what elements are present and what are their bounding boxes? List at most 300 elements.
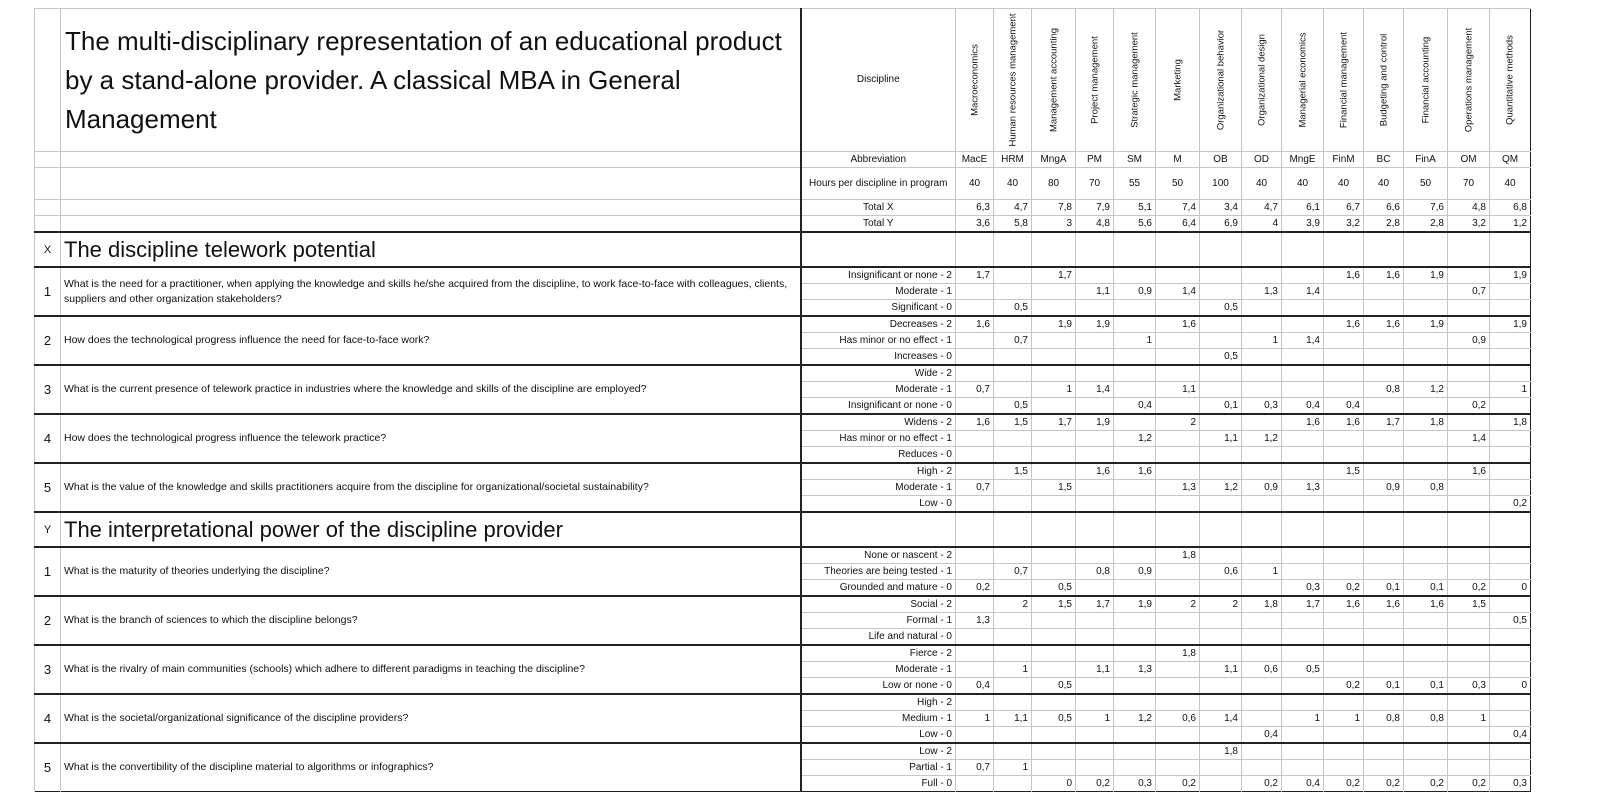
answer-label: High - 2	[801, 694, 956, 711]
value-cell: 1,4	[1200, 711, 1242, 727]
value-cell	[1076, 365, 1114, 382]
abbreviation-row-cell: FinA	[1404, 152, 1448, 168]
value-cell	[1282, 447, 1324, 464]
value-cell	[1032, 694, 1076, 711]
value-cell: 0,4	[1282, 398, 1324, 415]
value-cell	[1032, 300, 1076, 317]
value-cell	[956, 365, 994, 382]
value-cell	[1448, 645, 1490, 662]
value-cell: 1,9	[1404, 316, 1448, 333]
question-number: 4	[35, 414, 61, 463]
question-text: What is the current presence of telework practice in industries where the knowledge and skills of the discipline are employed?	[61, 365, 801, 414]
value-cell	[1076, 678, 1114, 695]
value-cell	[1114, 547, 1156, 564]
value-cell	[1156, 760, 1200, 776]
value-cell	[1156, 349, 1200, 366]
value-cell: 1,6	[1404, 596, 1448, 613]
value-cell	[1242, 743, 1282, 760]
answer-label: Formal - 1	[801, 613, 956, 629]
value-cell: 0,2	[1404, 776, 1448, 792]
answer-label: Partial - 1	[801, 760, 956, 776]
answer-label: Low - 0	[801, 727, 956, 744]
question-number: 2	[35, 316, 61, 365]
value-cell	[1242, 316, 1282, 333]
value-cell	[1282, 645, 1324, 662]
value-cell: 0,2	[1324, 678, 1364, 695]
value-cell	[1364, 333, 1404, 349]
discipline-header	[1282, 9, 1324, 152]
discipline-header	[1448, 9, 1490, 152]
value-cell: 1,8	[1490, 414, 1531, 431]
value-cell: 1,3	[1282, 480, 1324, 496]
value-cell	[1404, 447, 1448, 464]
total-x-row-cell: 6,1	[1282, 200, 1324, 216]
total-y-row	[35, 216, 1531, 233]
value-cell: 1	[1490, 382, 1531, 398]
value-cell: 0,7	[956, 760, 994, 776]
value-cell	[1404, 613, 1448, 629]
answer-label: Has minor or no effect - 1	[801, 333, 956, 349]
value-cell	[1032, 333, 1076, 349]
value-cell	[1076, 333, 1114, 349]
value-cell	[1156, 613, 1200, 629]
value-cell	[994, 431, 1032, 447]
value-cell	[1114, 629, 1156, 646]
value-cell: 1,9	[1490, 316, 1531, 333]
value-cell: 1,6	[1324, 414, 1364, 431]
answer-row	[35, 463, 1531, 480]
value-cell	[1242, 694, 1282, 711]
total-x-row-cell: 7,6	[1404, 200, 1448, 216]
section-title: The discipline telework potential	[61, 232, 801, 267]
abbreviation-row-cell: M	[1156, 152, 1200, 168]
value-cell: 1,2	[1200, 480, 1242, 496]
value-cell: 0,2	[956, 580, 994, 597]
answer-label: Medium - 1	[801, 711, 956, 727]
question-number: 3	[35, 645, 61, 694]
value-cell	[1156, 447, 1200, 464]
value-cell: 1,2	[1404, 382, 1448, 398]
value-cell	[1324, 284, 1364, 300]
value-cell	[1114, 382, 1156, 398]
value-cell	[1032, 760, 1076, 776]
value-cell	[1282, 463, 1324, 480]
answer-label: Low or none - 0	[801, 678, 956, 695]
value-cell	[1242, 349, 1282, 366]
value-cell	[956, 727, 994, 744]
value-cell	[1324, 300, 1364, 317]
value-cell	[1032, 284, 1076, 300]
question-text: How does the technological progress influence the telework practice?	[61, 414, 801, 463]
value-cell	[1032, 349, 1076, 366]
value-cell	[1364, 613, 1404, 629]
hours-row-label: Hours per discipline in program	[801, 168, 956, 200]
value-cell	[1200, 316, 1242, 333]
value-cell: 1,8	[1200, 743, 1242, 760]
value-cell	[1242, 382, 1282, 398]
value-cell	[1076, 349, 1114, 366]
value-cell	[1448, 547, 1490, 564]
value-cell	[1114, 316, 1156, 333]
value-cell: 1,4	[1156, 284, 1200, 300]
discipline-header	[1242, 9, 1282, 152]
value-cell	[1324, 613, 1364, 629]
value-cell: 1,7	[956, 267, 994, 284]
answer-label: High - 2	[801, 463, 956, 480]
value-cell: 0,1	[1364, 580, 1404, 597]
answer-label: Moderate - 1	[801, 662, 956, 678]
value-cell	[1200, 694, 1242, 711]
value-cell	[994, 267, 1032, 284]
answer-label: Fierce - 2	[801, 645, 956, 662]
abbreviation-row-label: Abbreviation	[801, 152, 956, 168]
value-cell: 0,2	[1448, 580, 1490, 597]
value-cell: 1,4	[1282, 284, 1324, 300]
value-cell	[1156, 629, 1200, 646]
value-cell: 0,3	[1490, 776, 1531, 792]
value-cell	[1242, 580, 1282, 597]
value-cell	[994, 447, 1032, 464]
value-cell	[994, 645, 1032, 662]
section-title: The interpretational power of the discipline provider	[61, 512, 801, 547]
value-cell: 0,1	[1404, 678, 1448, 695]
value-cell	[1076, 613, 1114, 629]
value-cell	[956, 398, 994, 415]
answer-label: Low - 2	[801, 743, 956, 760]
value-cell	[1324, 447, 1364, 464]
value-cell	[956, 333, 994, 349]
value-cell	[1364, 547, 1404, 564]
value-cell	[1114, 678, 1156, 695]
value-cell: 0,5	[1200, 349, 1242, 366]
value-cell	[994, 349, 1032, 366]
value-cell	[1404, 496, 1448, 513]
value-cell	[1032, 662, 1076, 678]
value-cell	[1032, 463, 1076, 480]
value-cell	[1404, 760, 1448, 776]
value-cell	[1448, 349, 1490, 366]
answer-row	[35, 267, 1531, 284]
total-y-row-cell: 3,2	[1448, 216, 1490, 233]
value-cell: 1,6	[1364, 267, 1404, 284]
value-cell	[1490, 333, 1531, 349]
value-cell: 2	[1156, 414, 1200, 431]
value-cell	[1448, 629, 1490, 646]
value-cell: 1,7	[1364, 414, 1404, 431]
question-number: 5	[35, 463, 61, 512]
value-cell: 0,8	[1364, 382, 1404, 398]
value-cell	[956, 463, 994, 480]
question-text: What is the value of the knowledge and skills practitioners acquire from the discipline for organizational/societal sustainability?	[61, 463, 801, 512]
value-cell	[994, 613, 1032, 629]
value-cell: 0,4	[1324, 398, 1364, 415]
value-cell	[1200, 382, 1242, 398]
value-cell	[1490, 629, 1531, 646]
total-x-row-cell: 7,8	[1032, 200, 1076, 216]
value-cell	[1404, 645, 1448, 662]
value-cell	[1200, 414, 1242, 431]
value-cell: 1,9	[1114, 596, 1156, 613]
discipline-header	[956, 9, 994, 152]
value-cell	[994, 547, 1032, 564]
value-cell: 0,4	[956, 678, 994, 695]
value-cell: 1,4	[1282, 333, 1324, 349]
value-cell	[1032, 727, 1076, 744]
total-y-row-cell: 5,8	[994, 216, 1032, 233]
value-cell: 1,4	[1448, 431, 1490, 447]
discipline-header	[994, 9, 1032, 152]
value-cell	[994, 365, 1032, 382]
value-cell	[1282, 496, 1324, 513]
value-cell	[994, 496, 1032, 513]
question-number: 2	[35, 596, 61, 645]
value-cell	[1200, 333, 1242, 349]
value-cell	[994, 480, 1032, 496]
value-cell	[994, 580, 1032, 597]
value-cell	[1282, 382, 1324, 398]
question-text: What is the convertibility of the discipline material to algorithms or infographics?	[61, 743, 801, 792]
value-cell	[1448, 743, 1490, 760]
value-cell	[1200, 580, 1242, 597]
discipline-header	[1032, 9, 1076, 152]
value-cell	[1448, 414, 1490, 431]
value-cell: 1,2	[1242, 431, 1282, 447]
total-x-row-cell: 5,1	[1114, 200, 1156, 216]
value-cell: 1,6	[1282, 414, 1324, 431]
discipline-header	[1364, 9, 1404, 152]
value-cell: 1,6	[1324, 596, 1364, 613]
discipline-name: Organizational design	[1256, 34, 1267, 126]
hours-row	[35, 168, 1531, 200]
value-cell	[1076, 645, 1114, 662]
total-y-row-cell: 6,9	[1200, 216, 1242, 233]
question-number: 4	[35, 694, 61, 743]
value-cell	[1282, 743, 1324, 760]
total-x-row-cell: 4,8	[1448, 200, 1490, 216]
value-cell	[1076, 267, 1114, 284]
value-cell	[1364, 743, 1404, 760]
value-cell	[1448, 564, 1490, 580]
value-cell	[1490, 564, 1531, 580]
value-cell	[1404, 547, 1448, 564]
value-cell: 2	[1200, 596, 1242, 613]
value-cell	[1282, 349, 1324, 366]
value-cell: 1,2	[1114, 431, 1156, 447]
value-cell	[956, 629, 994, 646]
answer-label: Widens - 2	[801, 414, 956, 431]
value-cell: 0	[1490, 678, 1531, 695]
hours-row-cell: 40	[1242, 168, 1282, 200]
value-cell	[1364, 645, 1404, 662]
value-cell	[1156, 694, 1200, 711]
value-cell: 0,4	[1242, 727, 1282, 744]
answer-label: Grounded and mature - 0	[801, 580, 956, 597]
value-cell: 0,6	[1156, 711, 1200, 727]
value-cell	[1156, 463, 1200, 480]
value-cell	[1448, 382, 1490, 398]
discipline-label: Discipline	[801, 9, 956, 152]
value-cell	[1490, 547, 1531, 564]
value-cell	[1324, 662, 1364, 678]
discipline-name: Financial management	[1338, 31, 1349, 129]
total-x-row-cell: 4,7	[994, 200, 1032, 216]
value-cell: 1	[1114, 333, 1156, 349]
value-cell	[956, 596, 994, 613]
value-cell	[1200, 645, 1242, 662]
value-cell	[1490, 645, 1531, 662]
value-cell	[1364, 431, 1404, 447]
value-cell: 1,1	[1156, 382, 1200, 398]
value-cell	[1200, 547, 1242, 564]
value-cell	[1404, 300, 1448, 317]
value-cell	[1404, 463, 1448, 480]
value-cell	[1200, 463, 1242, 480]
value-cell	[1404, 662, 1448, 678]
value-cell	[1404, 727, 1448, 744]
section-header-row	[35, 232, 1531, 267]
discipline-name: Macroeconomics	[969, 44, 980, 116]
discipline-header	[1156, 9, 1200, 152]
value-cell	[1114, 694, 1156, 711]
hours-row-cell: 40	[1364, 168, 1404, 200]
value-cell	[1242, 629, 1282, 646]
value-cell	[1114, 743, 1156, 760]
question-number: 5	[35, 743, 61, 792]
value-cell	[1200, 447, 1242, 464]
total-y-row-cell: 5,6	[1114, 216, 1156, 233]
total-y-row-cell: 1,2	[1490, 216, 1531, 233]
value-cell: 1,6	[1076, 463, 1114, 480]
value-cell	[956, 547, 994, 564]
value-cell	[1364, 398, 1404, 415]
value-cell: 1	[1242, 333, 1282, 349]
section-letter: Y	[35, 512, 61, 547]
value-cell	[1114, 496, 1156, 513]
value-cell	[1200, 613, 1242, 629]
value-cell	[1200, 629, 1242, 646]
discipline-header	[1200, 9, 1242, 152]
value-cell	[1404, 694, 1448, 711]
value-cell	[1490, 760, 1531, 776]
value-cell	[1156, 365, 1200, 382]
value-cell	[1448, 694, 1490, 711]
total-x-row-cell: 6,8	[1490, 200, 1531, 216]
hours-row-cell: 80	[1032, 168, 1076, 200]
value-cell: 0,9	[1114, 564, 1156, 580]
value-cell	[1324, 496, 1364, 513]
answer-label: Moderate - 1	[801, 284, 956, 300]
value-cell: 0,2	[1364, 776, 1404, 792]
value-cell	[1114, 414, 1156, 431]
abbreviation-row-cell: MngA	[1032, 152, 1076, 168]
value-cell	[1242, 547, 1282, 564]
value-cell: 1,9	[1404, 267, 1448, 284]
abbreviation-row-cell: QM	[1490, 152, 1531, 168]
answer-row	[35, 596, 1531, 613]
value-cell	[1242, 463, 1282, 480]
corner-cell	[35, 9, 61, 152]
value-cell	[1490, 596, 1531, 613]
hours-row-cell: 40	[1282, 168, 1324, 200]
value-cell: 1	[1282, 711, 1324, 727]
value-cell: 1,7	[1282, 596, 1324, 613]
value-cell	[1156, 743, 1200, 760]
value-cell	[1156, 431, 1200, 447]
value-cell	[1364, 365, 1404, 382]
value-cell	[1404, 333, 1448, 349]
value-cell	[1242, 613, 1282, 629]
answer-label: None or nascent - 2	[801, 547, 956, 564]
value-cell: 0,7	[994, 333, 1032, 349]
hours-row-cell: 50	[1156, 168, 1200, 200]
question-text: How does the technological progress influence the need for face-to-face work?	[61, 316, 801, 365]
value-cell: 1,6	[1448, 463, 1490, 480]
value-cell	[1448, 662, 1490, 678]
hours-row-cell: 40	[1490, 168, 1531, 200]
value-cell	[1076, 480, 1114, 496]
abbreviation-row	[35, 152, 1531, 168]
discipline-name: Operations management	[1463, 27, 1474, 133]
value-cell: 0,7	[956, 382, 994, 398]
answer-label: Theories are being tested - 1	[801, 564, 956, 580]
value-cell	[1076, 547, 1114, 564]
value-cell: 1,4	[1076, 382, 1114, 398]
value-cell	[1404, 284, 1448, 300]
value-cell	[1490, 349, 1531, 366]
total-x-row-cell: 4,7	[1242, 200, 1282, 216]
value-cell: 1,5	[994, 463, 1032, 480]
value-cell	[1114, 645, 1156, 662]
value-cell	[1324, 333, 1364, 349]
value-cell	[1364, 662, 1404, 678]
value-cell	[1156, 398, 1200, 415]
value-cell: 0,3	[1448, 678, 1490, 695]
value-cell	[1490, 463, 1531, 480]
discipline-name: Budgeting and control	[1378, 33, 1389, 127]
total-x-row-cell: 6,7	[1324, 200, 1364, 216]
value-cell: 0,9	[1114, 284, 1156, 300]
value-cell	[1076, 447, 1114, 464]
value-cell	[1282, 316, 1324, 333]
value-cell: 1,5	[994, 414, 1032, 431]
value-cell	[1076, 694, 1114, 711]
hours-row-cell: 100	[1200, 168, 1242, 200]
value-cell	[1200, 365, 1242, 382]
value-cell	[1032, 398, 1076, 415]
value-cell	[1404, 629, 1448, 646]
discipline-header	[1324, 9, 1364, 152]
value-cell	[1242, 645, 1282, 662]
answer-row	[35, 547, 1531, 564]
question-number: 3	[35, 365, 61, 414]
total-x-row-label: Total X	[801, 200, 956, 216]
total-x-row-cell: 3,4	[1200, 200, 1242, 216]
value-cell	[1076, 431, 1114, 447]
value-cell: 0,4	[1490, 727, 1531, 744]
answer-label: Full - 0	[801, 776, 956, 792]
hours-row-cell: 70	[1448, 168, 1490, 200]
value-cell: 0,7	[956, 480, 994, 496]
value-cell: 1,7	[1032, 414, 1076, 431]
value-cell: 0,4	[1114, 398, 1156, 415]
discipline-name: Human resources management	[1007, 13, 1018, 147]
answer-row	[35, 365, 1531, 382]
value-cell	[1324, 349, 1364, 366]
abbreviation-row-cell: BC	[1364, 152, 1404, 168]
value-cell	[1114, 613, 1156, 629]
value-cell	[956, 564, 994, 580]
value-cell: 0,5	[994, 300, 1032, 317]
